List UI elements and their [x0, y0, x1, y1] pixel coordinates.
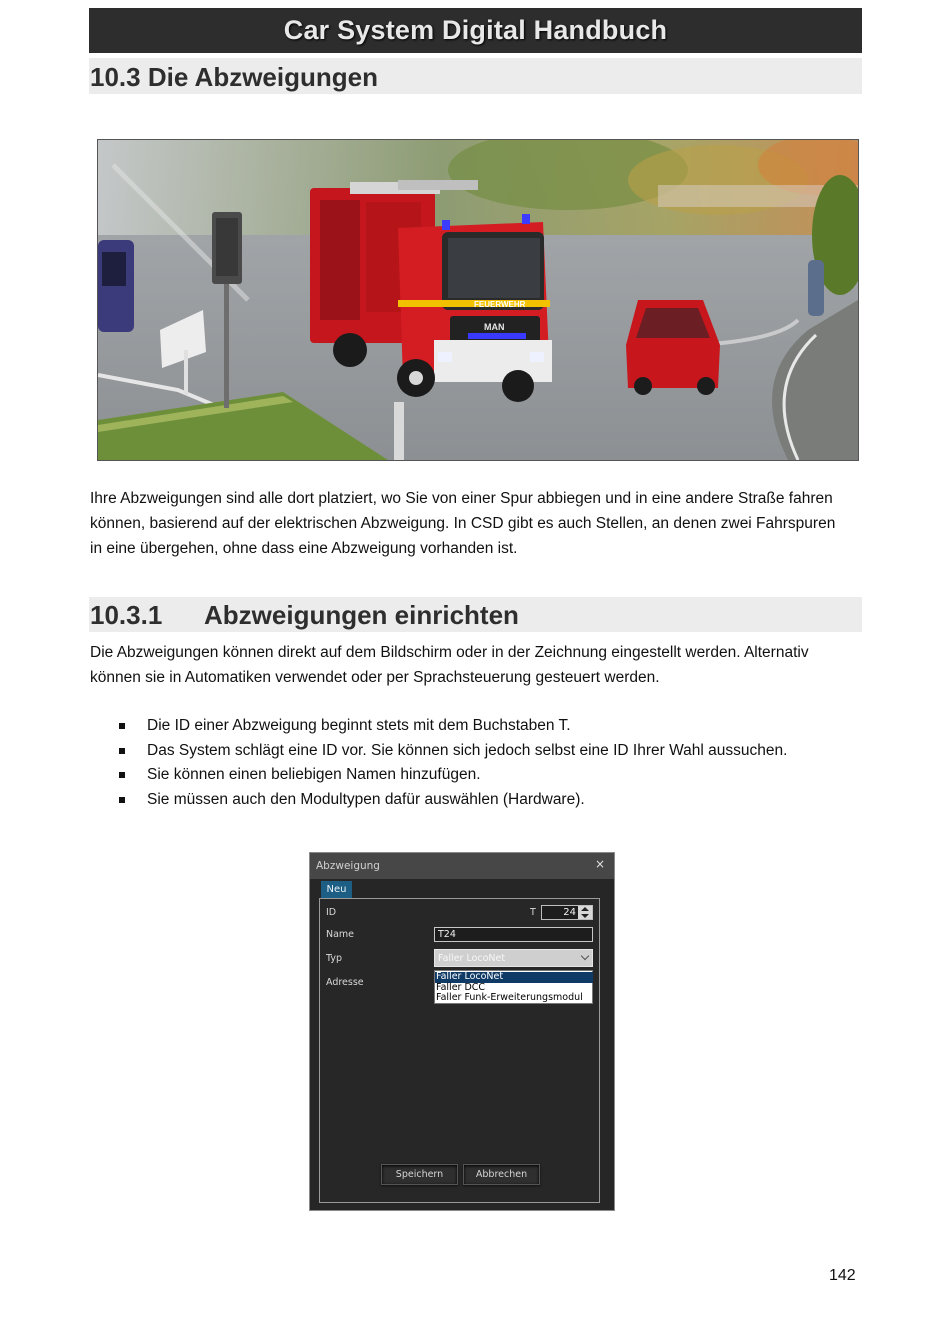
page-number: 142	[829, 1267, 856, 1284]
dialog-body	[310, 879, 614, 1210]
bullet-square-icon	[119, 748, 125, 754]
name-field[interactable]	[434, 927, 593, 942]
document-header-banner	[89, 8, 862, 53]
chevron-down-icon	[581, 952, 589, 960]
fire-truck-photo	[97, 139, 859, 461]
adresse-label: Adresse	[326, 977, 364, 988]
fire-truck-illustration	[98, 140, 858, 460]
dialog-title: Abzweigung	[316, 860, 380, 872]
bullet-text: Die ID einer Abzweigung beginnt stets mit dem Buchstaben T.	[147, 717, 571, 734]
abzweigung-dialog	[309, 852, 615, 1211]
name-label: Name	[326, 929, 355, 940]
list-item	[118, 788, 858, 813]
typ-selected-value: Faller LocoNet	[438, 953, 506, 964]
typ-option[interactable]: Faller DCC	[436, 981, 486, 993]
bullet-square-icon	[119, 797, 125, 803]
handbook-title: Car System Digital Handbuch	[283, 15, 668, 45]
bullet-text: Sie müssen auch den Modultypen dafür auswählen (Hardware).	[147, 791, 585, 809]
bullet-text: Sie können einen beliebigen Namen hinzufügen.	[147, 766, 481, 784]
man-brand-label: MAN	[484, 322, 505, 332]
subsection-paragraph	[90, 640, 865, 690]
subsection-line: Die Abzweigungen können direkt auf dem Bildschirm oder in der Zeichnung eingestellt werden. Alternativ	[90, 644, 809, 661]
save-button[interactable]: Speichern	[381, 1164, 458, 1185]
bullet-square-icon	[119, 723, 125, 729]
list-item	[118, 763, 858, 788]
subsection-heading: Abzweigungen einrichten	[204, 600, 519, 630]
typ-option[interactable]: Faller LocoNet	[435, 972, 593, 983]
typ-dropdown-list	[434, 970, 593, 1004]
id-label: ID	[326, 907, 337, 918]
tab-neu[interactable]: Neu	[321, 881, 352, 898]
id-stepper[interactable]	[541, 905, 593, 920]
id-value: 24	[563, 907, 576, 918]
intro-paragraph	[90, 486, 865, 561]
list-item	[118, 739, 858, 764]
feuerwehr-label: FEUERWEHR	[474, 300, 526, 309]
typ-select[interactable]	[434, 949, 593, 967]
section-heading: 10.3 Die Abzweigungen	[90, 62, 378, 92]
bullet-square-icon	[119, 772, 125, 778]
typ-option[interactable]: Faller Funk-Erweiterungsmodul	[436, 992, 583, 1003]
close-icon[interactable]: ×	[594, 857, 605, 871]
red-car	[626, 300, 720, 395]
subsection-heading-bar	[89, 597, 862, 632]
section-heading-bar	[89, 58, 862, 94]
subsection-line: können sie in Automatiken verwendet oder per Sprachsteuerung gesteuert werden.	[90, 669, 660, 686]
list-item	[118, 714, 858, 739]
id-prefix: T	[530, 907, 536, 918]
intro-line: können, basierend auf der elektrischen Abzweigung. In CSD gibt es auch Stellen, an denen zwei Fahrspuren	[90, 515, 836, 532]
subsection-number: 10.3.1	[90, 600, 163, 630]
intro-line: in eine übergehen, ohne dass eine Abzweigung vorhanden ist.	[90, 540, 518, 557]
dialog-titlebar	[310, 853, 614, 879]
typ-label: Typ	[326, 953, 342, 964]
bullet-list	[118, 714, 858, 813]
dialog-panel	[319, 898, 600, 1203]
cancel-button[interactable]: Abbrechen	[463, 1164, 540, 1185]
intro-line: Ihre Abzweigungen sind alle dort platziert, wo Sie von einer Spur abbiegen und in eine andere Straße fahren	[90, 490, 833, 507]
bullet-text: Das System schlägt eine ID vor. Sie können sich jedoch selbst eine ID Ihrer Wahl aussuchen.	[147, 741, 788, 759]
name-value: T24	[438, 929, 456, 940]
spinner-arrows-icon[interactable]	[578, 906, 592, 919]
